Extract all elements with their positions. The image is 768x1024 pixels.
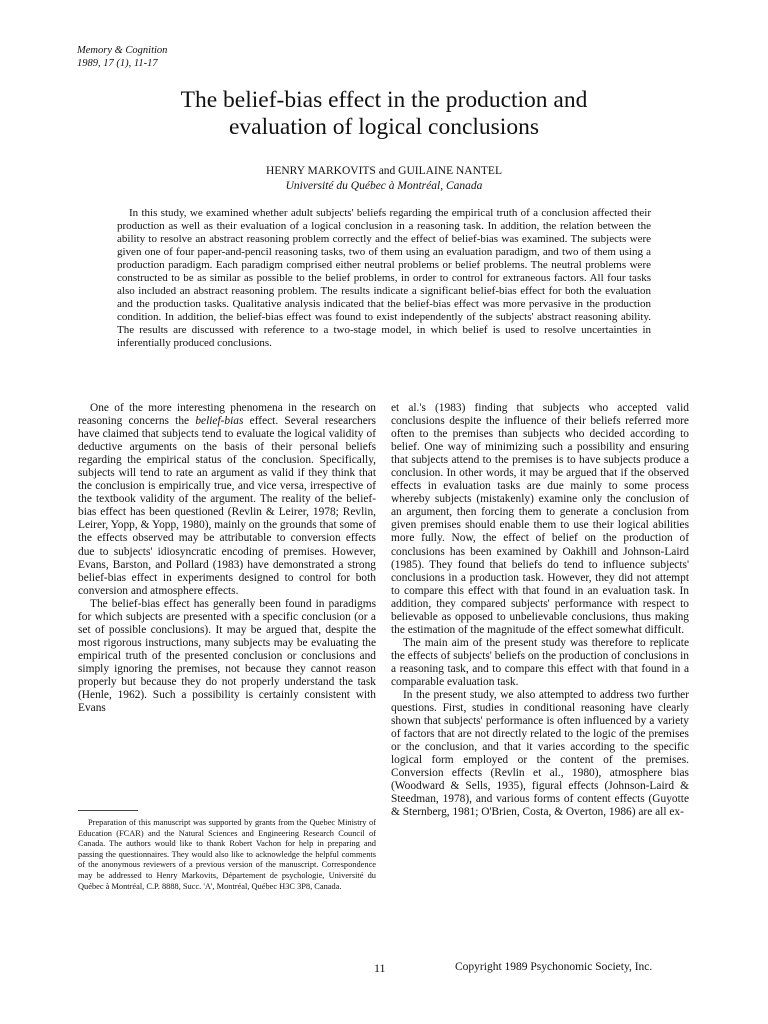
body-column-right xyxy=(391,402,689,820)
page-number: 11 xyxy=(374,961,386,975)
body-paragraph-1 xyxy=(78,402,376,598)
paragraph-text: One of the more interesting phenomena in the research on reasoning concerns the xyxy=(78,402,376,428)
paragraph-text: effect. Several researchers have claimed that subjects tend to evaluate the logical validity of deductive arguments on the basis of their personal beliefs regarding the empirical status of the conclusion. Specifically, subjects will tend to rate an argument as valid if they think that the conclusion is empirically true, and vice versa, irrespective of the textbook validity of the argument. The reality of the belief-bias effect has been questioned (Revlin & Leirer, 1978; Revlin, Leirer, Yopp, & Yopp, 1980), mainly on the grounds that some of the effects observed may be attributable to conversion effects due to subjects' idiosyncratic encoding of premises. However, Evans, Barston, and Pollard (1983) have demonstrated a strong belief-bias effect in experiments designed to control for both conversion and atmosphere effects. xyxy=(78,415,376,597)
author-affiliation: Université du Québec à Montréal, Canada xyxy=(285,180,483,192)
abstract-text: In this study, we examined whether adult subjects' beliefs regarding the empirical truth of a conclusion affected their production as well as their evaluation of a logical conclusion in a reasoning task. In addition, the relation between the ability to resolve an abstract reasoning problem correctly and the effect of belief-bias was examined. The subjects were given one of four paper-and-pencil reasoning tasks, two of them using an evaluation paradigm, and two of them using a production paradigm. Each paradigm comprised either neutral problems or belief problems. The neutral problems were constructed to be as similar as possible to the belief problems, in order to control for extraneous factors. All four tasks also included an abstract reasoning problem. The results indicate a significant belief-bias effect for both the evaluation and the production tasks. Qualitative analysis indicated that the belief-bias effect was more pervasive in the production condition. In addition, the belief-bias effect was found to exist independently of the subjects' abstract reasoning ability. The results are discussed with reference to a two-stage model, in which belief is used to resolve uncertainties in inferentially produced conclusions. xyxy=(117,207,651,349)
volume-pages: 1989, 17 (1), 11-17 xyxy=(77,58,158,69)
title-line-2: evaluation of logical conclusions xyxy=(229,114,539,140)
body-paragraph-3: et al.'s (1983) finding that subjects who accepted valid conclusions despite the influence of their beliefs referred more often to the premises than subjects who decided according to belief. One way of minimizing such a possibility and ensuring that subjects attend to the premises is to have subjects produce a conclusion. In other words, it may be argued that if the observed effects in evaluation tasks are due mainly to some process whereby subjects (mistakenly) examine only the conclusion of an argument, then forcing them to generate a conclusion from given premises should enable them to use their logical abilities more fully. Now, the effect of belief on the production of conclusions has been examined by Oakhill and Johnson-Laird (1985). They found that beliefs do tend to influence subjects' conclusions in a production task. However, they did not attempt to compare this effect with that found in an evaluation task. In addition, they compared subjects' performance with respect to believable as opposed to unbelievable conclusions, thus making the estimation of the magnitude of the effect somewhat difficult. xyxy=(391,402,689,636)
abstract xyxy=(117,207,651,350)
footnote xyxy=(78,818,376,892)
copyright-notice: Copyright 1989 Psychonomic Society, Inc. xyxy=(455,961,653,973)
paper-title xyxy=(100,87,668,141)
footnote-divider xyxy=(78,810,138,811)
body-paragraph-2: The belief-bias effect has generally been found in paradigms for which subjects are presented with a specific conclusion (or a set of possible conclusions). It may be argued that, despite the most rigorous instructions, many subjects may be evaluating the empirical truth of the presented conclusion or conclusions and simply ignoring the premises, not because they cannot reason properly but because they do not properly understand the task (Henle, 1962). Such a possibility is certainly consistent with Evans xyxy=(78,597,376,715)
author-names: HENRY MARKOVITS and GUILAINE NANTEL xyxy=(266,165,502,177)
emphasized-term: belief-bias xyxy=(195,415,244,428)
title-line-1: The belief-bias effect in the production and xyxy=(180,87,588,113)
author-block xyxy=(0,164,768,194)
journal-name: Memory & Cognition xyxy=(77,45,168,56)
footnote-text: Preparation of this manuscript was supported by grants from the Quebec Ministry of Education (FCAR) and the Natural Sciences and Engineering Research Council of Canada. The authors would like to thank Robert Vachon for help in preparing and passing the questionnaires. They would also like to acknowledge the helpful comments of the anonymous reviewers of a previous version of the manuscript. Correspondence may be addressed to Henry Markovits, Département de psychologie, Université du Québec à Montréal, C.P. 8888, Succ. 'A', Montréal, Québec H3C 3P8, Canada. xyxy=(78,818,376,891)
body-column-left xyxy=(78,402,376,715)
journal-citation xyxy=(77,44,167,70)
body-paragraph-5: In the present study, we also attempted to address two further questions. First, studies in conditional reasoning have clearly shown that subjects' performance is often influenced by a variety of factors that are not directly related to the logic of the premises or the conclusion, and that it varies according to the specific logical form employed or the content of the premises. Conversion effects (Revlin et al., 1980), atmosphere bias (Woodward & Sells, 1935), figural effects (Johnson-Laird & Steedman, 1978), and various forms of content effects (Guyotte & Sternberg, 1981; O'Brien, Costa, & Overton, 1986) are all ex- xyxy=(391,689,689,819)
body-paragraph-4: The main aim of the present study was therefore to replicate the effects of subjects' beliefs on the production of conclusions in a reasoning task, and to compare this effect with that found in a comparable evaluation task. xyxy=(391,636,689,688)
